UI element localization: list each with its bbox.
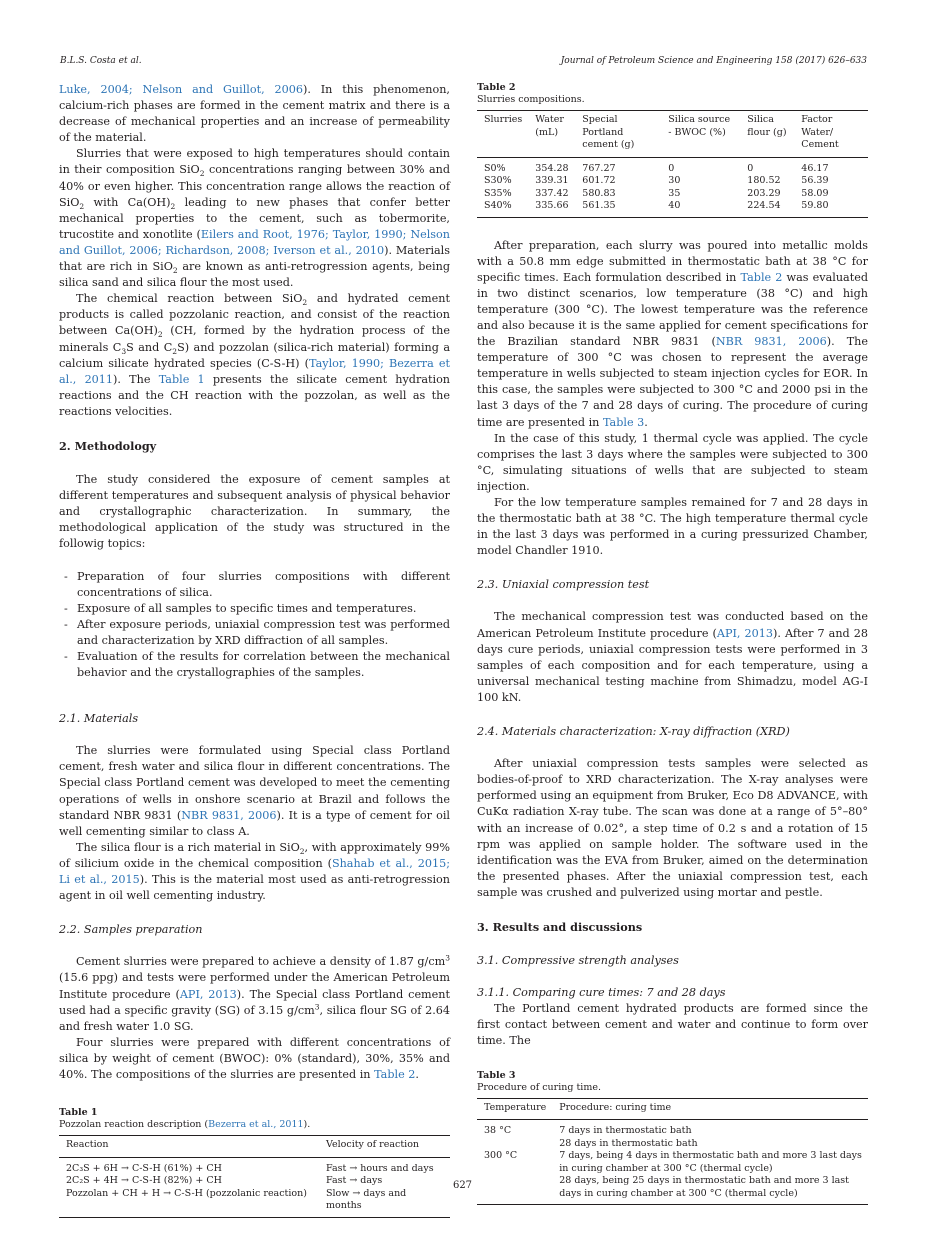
paragraph: Luke, 2004; Nelson and Guillot, 2006). In this phenomenon, calcium-rich phases are formed in the cement matrix and there is a decrease of mechanical properties and an increase of permeability of the material. <box>59 83 450 145</box>
page-number: 627 <box>452 1180 473 1191</box>
column-header: Temperature <box>477 1098 552 1120</box>
column-header: Silica flour (g) <box>740 111 794 158</box>
list-item: - Preparation of four slurries compositions with different concentrations of silica. <box>59 569 450 601</box>
paragraph: The study considered the exposure of cement samples at different temperatures and subsequent analysis of physical behavior and crystallographic characterization. In summary, the methodological application of the study was structured in the followig topics: <box>59 473 450 551</box>
column-header: Slurries <box>477 111 528 158</box>
subsection-heading: 2.3. Uniaxial compression test <box>477 578 650 592</box>
subsubsection-heading: 3.1.1. Comparing cure times: 7 and 28 days <box>477 986 726 1000</box>
subsection-heading: 2.4. Materials characterization: X-ray diffraction (XRD) <box>477 725 790 739</box>
table-row: 2C₃S + 6H → C-S-H (61%) + CH Fast → hours and days <box>66 1162 434 1174</box>
paragraph: The Portland cement hydrated products are formed since the first contact between cement and water and continue to form over time. The <box>477 1002 868 1048</box>
table-row: S0% 354.28 767.27 0 0 46.17 <box>484 162 829 174</box>
column-header: Reaction <box>59 1136 319 1158</box>
table-row: S30% 339.31 601.72 30 180.52 56.39 <box>484 175 829 186</box>
section-heading: 3. Results and discussions <box>477 919 643 934</box>
running-header-authors: B.L.S. Costa et al. <box>60 56 142 66</box>
paragraph: The chemical reaction between SiO$_2$ and hydrated cement products is called pozzolanic reaction, and consist of the reaction between $Ca(OH)_2$ (CH, formed by the hydration process of the minerals $C_3S$ and $C_2S$) and pozzolan (silica-rich material) forming a calcium silicate hydrated species (C-S-H) (Taylor, 1990; Bezerra et al., 2011). The Table 1 presents the silicate cement hydration reactions and the CH reaction with the pozzolan, as well as the reactions velocities. <box>59 292 451 418</box>
citation-link[interactable]: Taylor, 1990; Bezerra et al., 2011 <box>59 356 450 386</box>
paragraph: The mechanical compression test was conducted based on the American Petroleum Institute procedure (API, 2013). After 7 and 28 days cure periods, uniaxial compression tests were performed in 3 samples of each composition and for each temperature, using a universal mechanical testing machine from Shimadzu, model AG-I 100 kN. <box>477 610 868 704</box>
table-2 <box>477 82 868 218</box>
citation-link[interactable]: API, 2013 <box>179 987 237 1001</box>
left-column <box>59 82 450 1218</box>
table-caption: Table 1 Pozzolan reaction description (Bezerra et al., 2011). <box>59 1107 311 1131</box>
table-reference-link[interactable]: Table 3 <box>602 415 645 429</box>
section-heading: 2. Methodology <box>59 438 157 453</box>
table-row: S35% 337.42 580.83 35 203.29 58.09 <box>484 187 829 199</box>
list-item: - Evaluation of the results for correlation between the mechanical behavior and the crystallographies of the samples. <box>59 649 450 681</box>
citation-link[interactable]: NBR 9831, 2006 <box>181 808 277 822</box>
column-header: Special Portland cement (g) <box>575 111 661 158</box>
citation-link[interactable]: Shahab et al., 2015; Li et al., 2015 <box>59 856 450 887</box>
table-row: S40% 335.66 561.35 40 224.54 59.80 <box>484 200 829 211</box>
table-row: 28 days, being 25 days in thermostatic bath and more 3 last days in curing chamber at 300 °C (thermal cycle) <box>559 1175 849 1199</box>
table-caption: Table 3 Procedure of curing time. <box>477 1069 601 1093</box>
paragraph: Four slurries were prepared with different concentrations of silica by weight of cement (BWOC): 0% (standard), 30%, 35% and 40%. The compositions of the slurries are presented in Table 2. <box>59 1035 450 1081</box>
table-caption: Table 2 Slurries compositions. <box>477 82 585 105</box>
column-header: Velocity of reaction <box>319 1136 450 1158</box>
table-row: 300 °C 7 days, being 4 days in thermostatic bath and more 3 last days in curing chamber at 300 °C (thermal cycle) <box>484 1150 862 1174</box>
paragraph: The silica flour is a rich material in SiO$_2$, with approximately 99% of silicium oxide in the chemical composition (Shahab et al., 2015; Li et al., 2015). This is the material most used as anti-retrogression agent in oil well cementing industry. <box>59 840 450 903</box>
citation-link[interactable]: API, 2013 <box>716 626 773 640</box>
running-header-journal: Journal of Petroleum Science and Engineering 158 (2017) 626–633 <box>560 56 867 66</box>
table-row: 38 °C 7 days in thermostatic bath <box>484 1125 692 1137</box>
table-row: 2C₂S + 4H → C-S-H (82%) + CH Fast → days <box>66 1175 383 1187</box>
table-reference-link[interactable]: Table 1 <box>158 372 205 386</box>
methodology-list <box>59 569 450 682</box>
citation-link[interactable]: Luke, 2004; Nelson and Guillot, 2006 <box>59 83 303 96</box>
column-header: Silica source - BWOC (%) <box>661 111 740 158</box>
citation-link[interactable]: Bezerra et al., 2011 <box>208 1119 304 1131</box>
paragraph: In the case of this study, 1 thermal cycle was applied. The cycle comprises the last 3 days where the samples were subjected to 300 °C, simulating situations of wells that are subjected to steam injection. <box>477 431 868 493</box>
column-header: Water (mL) <box>528 111 575 158</box>
paragraph: For the low temperature samples remained for 7 and 28 days in the thermostatic bath at 38 °C. The high temperature thermal cycle in the last 3 days was performed in a curing pressurized Chamber, model Chandler 1910. <box>477 496 868 558</box>
subsection-heading: 3.1. Compressive strength analyses <box>477 954 679 968</box>
paragraph: After uniaxial compression tests samples were selected as bodies-of-proof to XRD characterization. The X-ray analyses were performed using an equipment from Bruker, Eco D8 ADVANCE, with CuKα radiation X-ray tube. The scan was done at a range of 5°–80° with an increase of 0.02°, a step time of 0.2 s and a rotation of 15 rpm was applied on sample holder. The software used in the identification was the EVA from Bruker, aimed on the determination the presented phases. After the uniaxial compression test, each sample was crushed and pulverized using mortar and pestle. <box>477 757 868 899</box>
paragraph: Cement slurries were prepared to achieve a density of 1.87 $g/cm^3$ (15.6 ppg) and tests were performed under the American Petroleum Institute procedure (API, 2013). The Special class Portland cement used had a specific gravity (SG) of 3.15 $g/cm^3$, silica flour SG of 2.64 and fresh water 1.0 SG. <box>59 953 451 1033</box>
right-column <box>477 82 868 1205</box>
column-header: Factor Water/ Cement <box>794 111 868 158</box>
column-header: Procedure: curing time <box>552 1098 868 1120</box>
paragraph: After preparation, each slurry was poured into metallic molds with a 50.8 mm edge submitted in thermostatic bath at 38 °C for specific times. Each formulation described in Table 2 was evaluated in two distinct scenarios, low temperature (38 °C) and high temperature (300 °C). The lowest temperature was the reference and also because it is the same applied for cement specifications for the Brazilian standard NBR 9831 (NBR 9831, 2006). The temperature of 300 °C was chosen to represent the average temperature in wells subjected to steam injection cycles for EOR. In this case, the samples were subjected to 300 °C and 2000 psi in the last 3 days of the 7 and 28 days of curing. The procedure of curing time are presented in Table 3. <box>477 238 868 429</box>
table-1 <box>59 1107 450 1218</box>
list-item: - Exposure of all samples to specific times and temperatures. <box>59 601 450 617</box>
table-row: Pozzolan + CH + H → C-S-H (pozzolanic reaction) Slow → days and months <box>66 1187 407 1212</box>
subsection-heading: 2.1. Materials <box>59 712 139 726</box>
list-item: - After exposure periods, uniaxial compression test was performed and characterization by XRD diffraction of all samples. <box>59 617 450 649</box>
table-row: 28 days in thermostatic bath <box>559 1137 698 1149</box>
citation-link[interactable]: Eilers and Root, 1976; Taylor, 1990; Nelson and Guillot, 2006; Richardson, 2008; Iverson et al., 2010 <box>59 227 450 257</box>
subsection-heading: 2.2. Samples preparation <box>59 923 203 937</box>
table-reference-link[interactable]: Table 2 <box>374 1067 416 1081</box>
table-reference-link[interactable]: Table 2 <box>740 270 783 284</box>
paragraph: The slurries were formulated using Special class Portland cement, fresh water and silica flour in different concentrations. The Special class Portland cement was developed to meet the cementing operations of wells in onshore scenario at Brazil and follows the standard NBR 9831 (NBR 9831, 2006). It is a type of cement for oil well cementing similar to class A. <box>59 744 451 838</box>
citation-link[interactable]: NBR 9831, 2006 <box>715 335 827 349</box>
paragraph: Slurries that were exposed to high temperatures should contain in their composition SiO$_2$ concentrations ranging between 30% and 40% or even higher. This concentration range allows the reaction of SiO$_2$ with $Ca(OH)_2$ leading to new phases that confer better mechanical properties to the cement, such as tobermorite, trucostite and xonotlite (Eilers and Root, 1976; Taylor, 1990; Nelson and Guillot, 2006; Richardson, 2008; Iverson et al., 2010). Materials that are rich in SiO$_2$ are known as anti-retrogression agents, being silica sand and silica flour the most used. <box>59 147 451 290</box>
